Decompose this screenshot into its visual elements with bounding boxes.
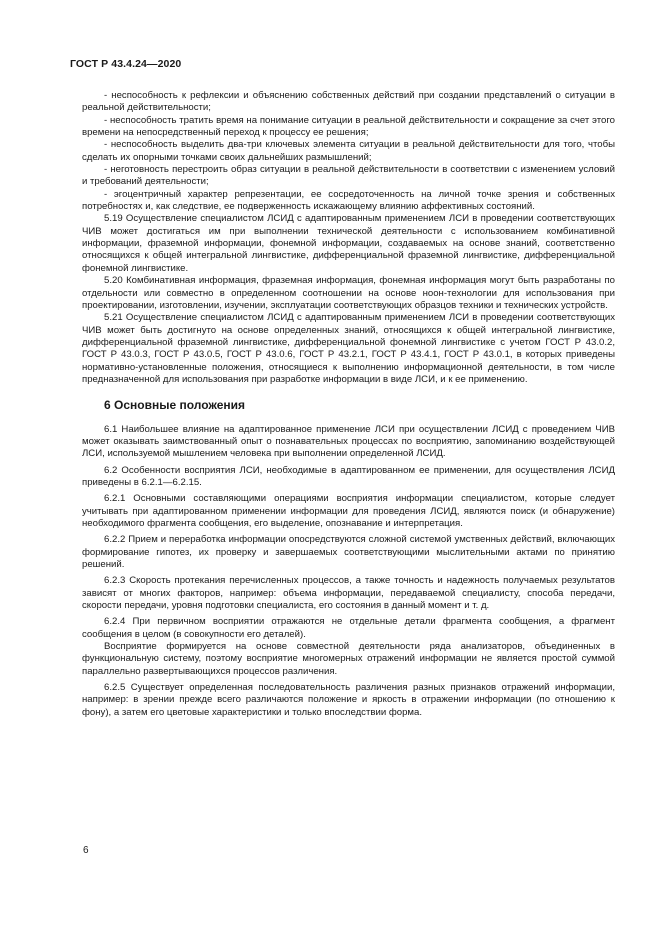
clause-5-21: 5.21 Осуществление специалистом ЛСИД с адаптированным применением ЛСИ в проведении соответствующих ЧИВ может быть достигнуто на основе определенных знаний, относящихся к общей интегральной лингвистике, дифференциальной фраземной лингвистике, дифференциальной фонемной лингвистике с учетом ГОСТ Р 43.0.2, ГОСТ Р 43.0.3, ГОСТ Р 43.0.5, ГОСТ Р 43.0.6, ГОСТ Р 43.2.1, ГОСТ Р 43.4.1, ГОСТ Р 43.0.1, в которых приведены нормативно-установленные положения, относящиеся к выполнению информационной деятельности, в том числе предназначенной для использования при разработке информации в виде ЛСИ, и к ее применению. bbox=[82, 312, 615, 385]
document-header: ГОСТ Р 43.4.24—2020 bbox=[70, 58, 182, 70]
clause-6-2-2: 6.2.2 Прием и переработка информации опосредствуются сложной системой умственных действий, включающих формирование гипотез, их проверку и завершаемых соответствующими мыслительными актами по принятию решений. bbox=[82, 534, 615, 571]
clause-6-2-4: 6.2.4 При первичном восприятии отражаются не отдельные детали фрагмента сообщения, а фрагмент сообщения в целом (в совокупности его деталей). bbox=[82, 616, 615, 640]
bullet-item: - неготовность перестроить образ ситуации в реальной действительности в соответствии с изменением условий и требований деятельности; bbox=[82, 164, 615, 188]
bullet-item: - неспособность тратить время на понимание ситуации в реальной действительности и сокращение за счет этого времени на непосредственный переход к процессу ее решения; bbox=[82, 114, 615, 139]
clause-6-1: 6.1 Наибольшее влияние на адаптированное применение ЛСИ при осуществлении ЛСИД с проведением ЧИВ может оказывать заимствованный опыт о познавательных процессах по восприятию, запоминанию воздействующей ЛСИ, используемой мышлением человека при выполнении определенной ЛСИД. bbox=[82, 423, 615, 460]
clause-6-2: 6.2 Особенности восприятия ЛСИ, необходимые в адаптированном ее применении, для осуществления ЛСИД приведены в 6.2.1—6.2.15. bbox=[82, 464, 615, 488]
clause-5-20: 5.20 Комбинативная информация, фраземная информация, фонемная информация могут быть разработаны по отдельности или совместно в определенном соотношении на основе ноон-технологии для использования при проектировании, изготовлении, изучении, эксплуатации соответствующих образцов техники и технических устройств. bbox=[82, 275, 615, 311]
bullet-item: - неспособность выделить два-три ключевых элемента ситуации в реальной действительности для того, чтобы сделать их опорными точками своих дальнейших размышлений; bbox=[82, 139, 615, 163]
clause-6-2-3: 6.2.3 Скорость протекания перечисленных процессов, а также точность и надежность получаемых результатов зависят от многих факторов, например: объема информации, передаваемой специалисту, способа передачи, скорости передачи, уровня подготовки специалиста, его состояния в данный момент и т. д. bbox=[82, 575, 615, 612]
document-body bbox=[82, 90, 615, 719]
clause-6-2-1: 6.2.1 Основными составляющими операциями восприятия информации специалистом, которые следует учитывать при адаптированном применении информации для проведения ЛСИД, являются поиск (и обнаружение) необходимого фрагмента сообщения, его выделение, опознавание и интерпретация. bbox=[82, 493, 615, 529]
clause-5-19: 5.19 Осуществление специалистом ЛСИД с адаптированным применением ЛСИ в проведении соответствующих ЧИВ может достигаться им при выполнении технической деятельности с использованием комбинативной информации, фраземной информации, фонемной информации, создаваемых на основе знаний, соответственно относящихся к общей интегральной лингвистике, дифференциальной фраземной лингвистике, дифференциальной фонемной лингвистике. bbox=[82, 213, 615, 274]
clause-6-2-4-continued: Восприятие формируется на основе совместной деятельности ряда анализаторов, объединенных в функциональную систему, поэтому восприятие многомерных отражений информации не является простой суммой параллельно развертывающихся процессов различения. bbox=[82, 641, 615, 677]
clause-6-2-5: 6.2.5 Существует определенная последовательность различения разных признаков отражений информации, например: в зрении прежде всего различаются положение и яркость в отражении информации (по отношению к фону), а затем его цветовые характеристики и только впоследствии форма. bbox=[82, 682, 615, 718]
bullet-item: - неспособность к рефлексии и объяснению собственных действий при создании представлений о ситуации в реальной действительности; bbox=[82, 90, 615, 114]
bullet-item: - эгоцентричный характер репрезентации, ее сосредоточенность на личной точке зрения и собственных потребностях и, как следствие, ее подверженность искажающему влиянию аффективных состояний. bbox=[82, 188, 615, 213]
page-number: 6 bbox=[83, 845, 89, 856]
section-title: 6 Основные положения bbox=[104, 398, 246, 413]
